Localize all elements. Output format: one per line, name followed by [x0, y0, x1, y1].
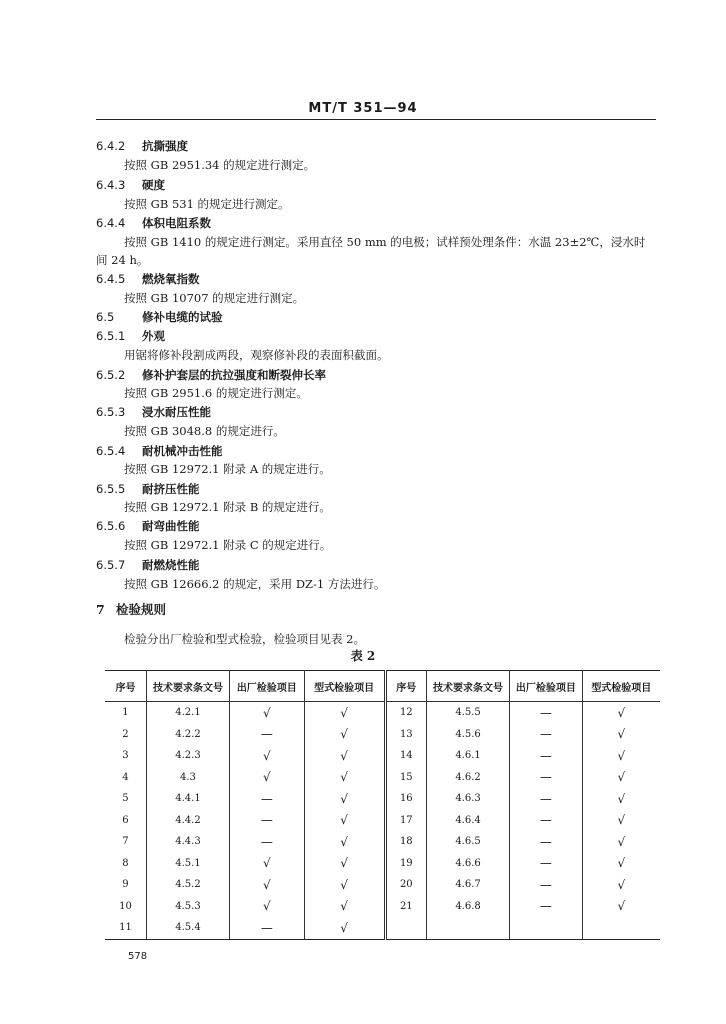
table-row — [105, 724, 660, 746]
section-number: 6.5.1 — [96, 329, 126, 343]
section-number: 6.5.7 — [96, 558, 126, 572]
table-cell: √ — [229, 745, 304, 767]
table-cell: 4.6.7 — [427, 874, 510, 896]
table-cell: 14 — [385, 745, 426, 767]
table-cell: 4.3 — [146, 767, 229, 789]
table-cell: 2 — [105, 724, 146, 746]
table-cell: √ — [582, 831, 660, 853]
section-heading — [96, 518, 200, 534]
table-cell: √ — [304, 702, 385, 724]
table-body — [105, 702, 660, 940]
table-cell: 6 — [105, 810, 146, 832]
section-heading — [96, 404, 211, 420]
section-number: 7 — [96, 602, 105, 617]
table-header-row — [105, 671, 660, 702]
table-cell: 4.6.3 — [427, 788, 510, 810]
table-cell: √ — [304, 767, 385, 789]
table-cell — [385, 917, 426, 939]
section-heading — [96, 328, 165, 344]
table-cell: √ — [304, 831, 385, 853]
section-number: 6.4.5 — [96, 272, 126, 286]
table-cell: 4.6.8 — [427, 896, 510, 918]
table-cell: √ — [304, 917, 385, 939]
section-number: 6.5.2 — [96, 368, 126, 382]
section-heading — [96, 309, 223, 325]
section-number: 6.5.6 — [96, 519, 126, 533]
table-cell: √ — [304, 896, 385, 918]
paragraph-line: 按照 GB 12666.2 的规定，采用 DZ-1 方法进行。 — [124, 577, 386, 591]
section-title: 修补电缆的试验 — [142, 310, 223, 324]
table-cell: — — [229, 788, 304, 810]
column-header: 序号 — [385, 671, 426, 702]
table-cell: 11 — [105, 917, 146, 939]
section-heading — [96, 215, 211, 231]
table-cell: √ — [304, 788, 385, 810]
table-cell: — — [229, 724, 304, 746]
table-cell: 19 — [385, 853, 426, 875]
table-cell: √ — [304, 745, 385, 767]
table-cell: 7 — [105, 831, 146, 853]
paragraph-line: 按照 GB 10707 的规定进行测定。 — [124, 291, 305, 305]
table-cell: 3 — [105, 745, 146, 767]
paragraph-line: 按照 GB 12972.1 附录 B 的规定进行。 — [124, 500, 331, 514]
header-rule — [96, 119, 656, 120]
table-cell: 9 — [105, 874, 146, 896]
table-row — [105, 853, 660, 875]
section-title: 体积电阻系数 — [142, 216, 211, 230]
paragraph-line: 按照 GB 1410 的规定进行测定。采用直径 50 mm 的电极；试样预处理条件：水温 23±2℃，浸水时 — [124, 235, 646, 249]
table-row — [105, 831, 660, 853]
table-cell: — — [510, 810, 583, 832]
table-cell: 4.2.1 — [146, 702, 229, 724]
table-cell: — — [510, 896, 583, 918]
table-cell: 10 — [105, 896, 146, 918]
table-caption: 表 2 — [350, 649, 376, 663]
table-cell: — — [510, 702, 583, 724]
table-cell: — — [510, 724, 583, 746]
section-heading — [96, 367, 326, 383]
table-cell: 18 — [385, 831, 426, 853]
section-number: 6.4.2 — [96, 139, 126, 153]
table-cell: 4.4.2 — [146, 810, 229, 832]
table-cell: √ — [229, 853, 304, 875]
table-cell: 4.5.2 — [146, 874, 229, 896]
table-cell: 4.2.3 — [146, 745, 229, 767]
section-heading — [96, 557, 200, 573]
section-heading — [96, 271, 200, 287]
section-number: 6.5.3 — [96, 405, 126, 419]
table-cell: — — [510, 745, 583, 767]
table-cell: 4 — [105, 767, 146, 789]
section-title: 硬度 — [142, 178, 165, 192]
section-heading — [96, 138, 188, 154]
table-row — [105, 702, 660, 724]
table-cell: 5 — [105, 788, 146, 810]
table-cell: — — [229, 831, 304, 853]
table-cell: 4.5.4 — [146, 917, 229, 939]
table-cell: √ — [582, 788, 660, 810]
column-header: 序号 — [105, 671, 146, 702]
section-title: 燃烧氧指数 — [142, 272, 200, 286]
section-number: 6.5.5 — [96, 482, 126, 496]
standard-code-header: MT/T 351—94 — [308, 101, 418, 116]
section-number: 6.5 — [96, 310, 115, 324]
section-number: 6.4.3 — [96, 178, 126, 192]
section-title: 耐弯曲性能 — [142, 519, 200, 533]
column-header: 技术要求条文号 — [427, 671, 510, 702]
table-cell: √ — [582, 874, 660, 896]
table-cell: √ — [304, 724, 385, 746]
paragraph-line: 检验分出厂检验和型式检验，检验项目见表 2。 — [124, 632, 365, 646]
table-cell: 4.5.1 — [146, 853, 229, 875]
section-number: 6.4.4 — [96, 216, 126, 230]
table-cell — [510, 917, 583, 939]
table-cell: √ — [582, 745, 660, 767]
table-cell: — — [510, 767, 583, 789]
table-cell: 20 — [385, 874, 426, 896]
table-cell: √ — [582, 810, 660, 832]
table-cell: 4.6.1 — [427, 745, 510, 767]
table-cell — [582, 917, 660, 939]
table-cell: √ — [304, 874, 385, 896]
section-title: 浸水耐压性能 — [142, 405, 211, 419]
section-title: 修补护套层的抗拉强度和断裂伸长率 — [142, 368, 326, 382]
section-title: 外观 — [142, 329, 165, 343]
inspection-items-table — [105, 670, 660, 940]
table-cell: — — [510, 853, 583, 875]
table-cell: √ — [582, 767, 660, 789]
column-header: 出厂检验项目 — [510, 671, 583, 702]
table-cell: 17 — [385, 810, 426, 832]
table-cell: √ — [229, 767, 304, 789]
table-cell: 21 — [385, 896, 426, 918]
table-cell: 15 — [385, 767, 426, 789]
table-cell: √ — [582, 896, 660, 918]
table-cell — [427, 917, 510, 939]
table-cell: √ — [582, 853, 660, 875]
column-header: 出厂检验项目 — [229, 671, 304, 702]
table-cell: 4.2.2 — [146, 724, 229, 746]
section-title: 抗撕强度 — [142, 139, 188, 153]
column-header: 技术要求条文号 — [146, 671, 229, 702]
table-cell: — — [510, 874, 583, 896]
table-cell: √ — [229, 702, 304, 724]
table-cell: 4.5.6 — [427, 724, 510, 746]
paragraph-line: 按照 GB 3048.8 的规定进行。 — [124, 424, 285, 438]
table-cell: 12 — [385, 702, 426, 724]
column-header: 型式检验项目 — [304, 671, 385, 702]
table-cell: 8 — [105, 853, 146, 875]
table-cell: √ — [304, 810, 385, 832]
table-cell: — — [510, 788, 583, 810]
table-cell: 4.4.3 — [146, 831, 229, 853]
table-cell: — — [229, 810, 304, 832]
paragraph-line: 按照 GB 2951.6 的规定进行测定。 — [124, 386, 308, 400]
table-row — [105, 788, 660, 810]
table-cell: √ — [582, 724, 660, 746]
section-number: 6.5.4 — [96, 444, 126, 458]
paragraph-line: 间 24 h。 — [96, 253, 149, 267]
table-cell: 4.6.2 — [427, 767, 510, 789]
table-cell: 4.6.4 — [427, 810, 510, 832]
table-row — [105, 874, 660, 896]
section-heading — [96, 602, 166, 618]
paragraph-line: 按照 GB 12972.1 附录 A 的规定进行。 — [124, 462, 331, 476]
table-cell: 1 — [105, 702, 146, 724]
table-cell: 16 — [385, 788, 426, 810]
table-cell: 13 — [385, 724, 426, 746]
page-number: 578 — [128, 951, 148, 962]
table-cell: √ — [229, 874, 304, 896]
table-cell: 4.5.5 — [427, 702, 510, 724]
table-cell: 4.6.5 — [427, 831, 510, 853]
table-row — [105, 745, 660, 767]
table-cell: √ — [304, 853, 385, 875]
table-row — [105, 896, 660, 918]
table-row — [105, 917, 660, 939]
paragraph-line: 按照 GB 531 的规定进行测定。 — [124, 197, 290, 211]
table-row — [105, 810, 660, 832]
table-cell: 4.6.6 — [427, 853, 510, 875]
section-title: 耐挤压性能 — [142, 482, 200, 496]
table-cell: — — [510, 831, 583, 853]
table-cell: — — [229, 917, 304, 939]
section-title: 耐燃烧性能 — [142, 558, 200, 572]
section-heading — [96, 443, 223, 459]
section-title: 耐机械冲击性能 — [142, 444, 223, 458]
table-cell: √ — [582, 702, 660, 724]
table-row — [105, 767, 660, 789]
table-cell: 4.4.1 — [146, 788, 229, 810]
paragraph-line: 用锯将修补段割成两段，观察修补段的表面积截面。 — [124, 348, 389, 362]
section-heading — [96, 481, 200, 497]
table-cell: 4.5.3 — [146, 896, 229, 918]
paragraph-line: 按照 GB 2951.34 的规定进行测定。 — [124, 158, 316, 172]
section-title: 检验规则 — [116, 602, 167, 617]
paragraph-line: 按照 GB 12972.1 附录 C 的规定进行。 — [124, 538, 332, 552]
section-heading — [96, 177, 165, 193]
table-cell: √ — [229, 896, 304, 918]
column-header: 型式检验项目 — [582, 671, 660, 702]
